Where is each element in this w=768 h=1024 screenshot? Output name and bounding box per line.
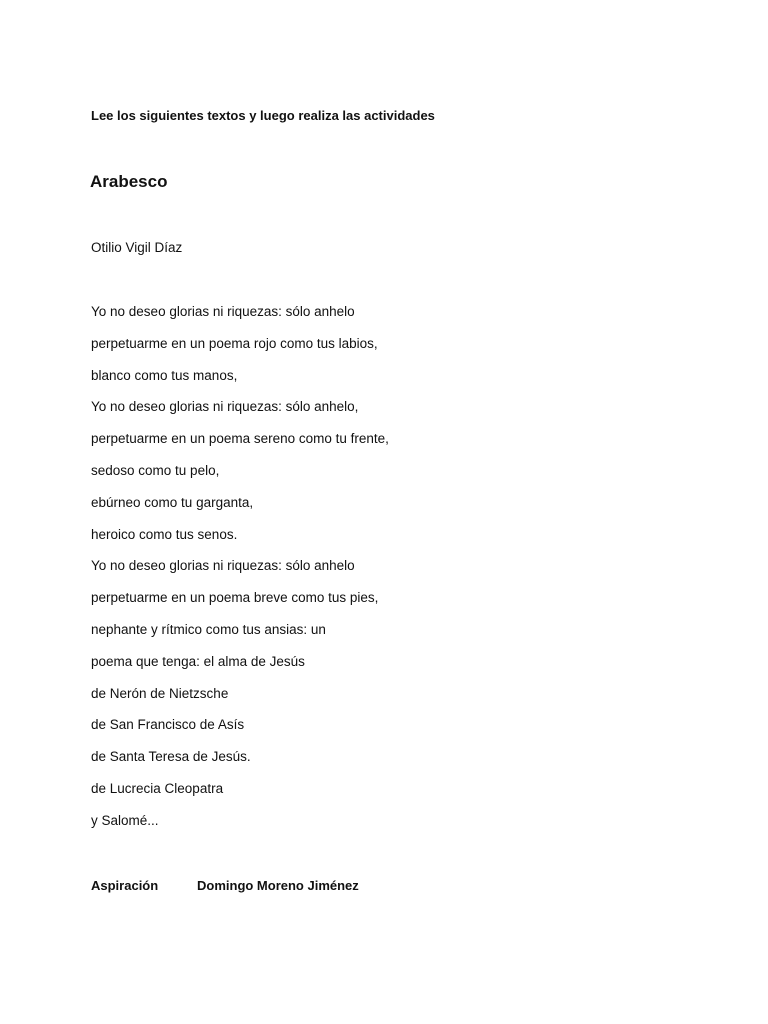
poem-title: Arabesco <box>90 172 168 191</box>
poem-line: heroico como tus senos. <box>91 526 238 542</box>
poem-line: de Nerón de Nietzsche <box>91 685 229 701</box>
second-poem-author: Domingo Moreno Jiménez <box>197 878 359 893</box>
poem-line: perpetuarme en un poema breve como tus pies, <box>91 590 379 606</box>
poem-line: sedoso como tu pelo, <box>91 462 220 478</box>
poem-line: de Santa Teresa de Jesús. <box>91 749 251 765</box>
second-poem-heading <box>91 878 359 893</box>
poem-body <box>91 303 389 844</box>
poem-line: de Lucrecia Cleopatra <box>91 780 224 796</box>
poem-line: Yo no deseo glorias ni riquezas: sólo anhelo <box>91 304 355 319</box>
poem-line: de San Francisco de Asís <box>91 717 245 733</box>
poem-line: Yo no deseo glorias ni riquezas: sólo anhelo, <box>91 399 359 415</box>
instruction-heading: Lee los siguientes textos y luego realiza las actividades <box>91 108 435 123</box>
poem-line: ebúrneo como tu garganta, <box>91 494 254 510</box>
second-poem-title: Aspiración <box>91 878 159 893</box>
poem-line: y Salomé... <box>91 812 159 828</box>
poem-author: Otilio Vigil Díaz <box>91 240 183 255</box>
poem-line: poema que tenga: el alma de Jesús <box>91 653 305 669</box>
poem-line: nephante y rítmico como tus ansias: un <box>91 621 326 637</box>
poem-line: Yo no deseo glorias ni riquezas: sólo anhelo <box>91 558 355 574</box>
poem-line: perpetuarme en un poema rojo como tus labios, <box>91 335 378 351</box>
poem-line: perpetuarme en un poema sereno como tu frente, <box>91 431 389 447</box>
poem-line: blanco como tus manos, <box>91 367 238 383</box>
